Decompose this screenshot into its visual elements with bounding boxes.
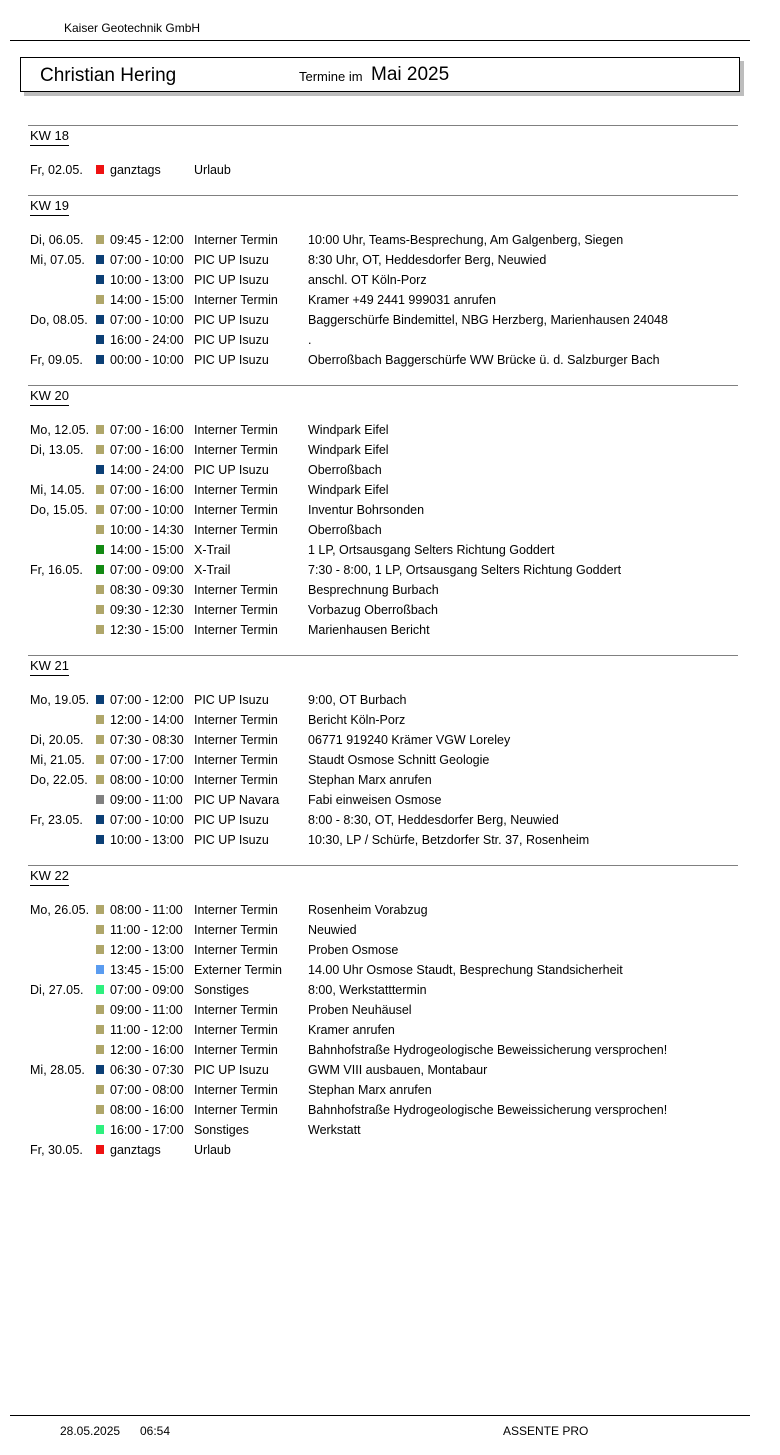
- appointment-description: anschl. OT Köln-Porz: [308, 273, 427, 287]
- appointment-day: Fr, 02.05.: [30, 163, 83, 177]
- category-color-marker: [96, 1125, 104, 1134]
- appointment-type: Interner Termin: [194, 733, 278, 747]
- appointment-time: 07:00 - 08:00: [110, 1083, 184, 1097]
- appointment-day: Mo, 26.05.: [30, 903, 90, 917]
- appointment-type: Urlaub: [194, 163, 231, 177]
- appointment-type: PIC UP Isuzu: [194, 353, 269, 367]
- category-color-marker: [96, 1045, 104, 1054]
- week-rows: [28, 420, 738, 655]
- appointment-description: Rosenheim Vorabzug: [308, 903, 428, 917]
- appointment-type: Interner Termin: [194, 1103, 278, 1117]
- appointment-day: Fr, 09.05.: [30, 353, 83, 367]
- appointment-day: Mi, 28.05.: [30, 1063, 85, 1077]
- appointment-time: 09:30 - 12:30: [110, 603, 184, 617]
- category-color-marker: [96, 445, 104, 454]
- appointment-type: Interner Termin: [194, 443, 278, 457]
- appointment-day: Di, 27.05.: [30, 983, 84, 997]
- category-color-marker: [96, 775, 104, 784]
- appointment-description: Bahnhofstraße Hydrogeologische Beweissicherung versprochen!: [308, 1043, 668, 1057]
- appointment-type: Interner Termin: [194, 1003, 278, 1017]
- appointment-day: Mo, 12.05.: [30, 423, 90, 437]
- appointment-type: Interner Termin: [194, 1023, 278, 1037]
- appointment-row: [28, 690, 738, 710]
- appointment-time: 07:00 - 17:00: [110, 753, 184, 767]
- appointment-day: Fr, 23.05.: [30, 813, 83, 827]
- category-color-marker: [96, 795, 104, 804]
- week-rows: [28, 900, 738, 1175]
- person-name: Christian Hering: [40, 65, 177, 86]
- appointment-row: [28, 250, 738, 270]
- appointment-row: [28, 710, 738, 730]
- appointment-row: [28, 330, 738, 350]
- appointment-row: [28, 750, 738, 770]
- appointment-type: PIC UP Isuzu: [194, 1063, 269, 1077]
- appointment-type: Interner Termin: [194, 903, 278, 917]
- appointment-description: .: [308, 333, 312, 347]
- appointment-description: Oberroßbach: [308, 523, 382, 537]
- appointment-description: 1 LP, Ortsausgang Selters Richtung Goddert: [308, 543, 555, 557]
- category-color-marker: [96, 505, 104, 514]
- appointment-type: Interner Termin: [194, 293, 278, 307]
- appointment-type: Urlaub: [194, 1143, 231, 1157]
- appointment-description: Proben Osmose: [308, 943, 399, 957]
- category-color-marker: [96, 315, 104, 324]
- appointment-time: 09:00 - 11:00: [110, 793, 183, 807]
- appointment-time: 11:00 - 12:00: [110, 923, 183, 937]
- appointment-type: Interner Termin: [194, 623, 278, 637]
- footer-divider: [10, 1415, 750, 1416]
- category-color-marker: [96, 715, 104, 724]
- appointment-description: Bericht Köln-Porz: [308, 713, 406, 727]
- appointment-time: 14:00 - 24:00: [110, 463, 184, 477]
- appointment-row: [28, 230, 738, 250]
- appointment-row: [28, 940, 738, 960]
- appointment-day: Do, 15.05.: [30, 503, 88, 517]
- category-color-marker: [96, 585, 104, 594]
- appointment-row: [28, 480, 738, 500]
- appointment-day: Do, 22.05.: [30, 773, 88, 787]
- header-divider: [10, 40, 750, 41]
- week-section: [28, 195, 738, 385]
- week-section: [28, 865, 738, 1175]
- appointment-time: 07:00 - 12:00: [110, 693, 184, 707]
- appointments-label: Termine im: [299, 69, 363, 84]
- appointment-description: 8:00 - 8:30, OT, Heddesdorfer Berg, Neuwied: [308, 813, 559, 827]
- appointment-description: Kramer +49 2441 999031 anrufen: [308, 293, 496, 307]
- appointment-type: Interner Termin: [194, 1043, 278, 1057]
- appointment-time: 11:00 - 12:00: [110, 1023, 183, 1037]
- week-title: KW 20: [30, 388, 69, 406]
- appointment-type: PIC UP Isuzu: [194, 813, 269, 827]
- week-rows: [28, 690, 738, 865]
- appointment-row: [28, 790, 738, 810]
- appointment-type: PIC UP Isuzu: [194, 253, 269, 267]
- appointment-row: [28, 600, 738, 620]
- appointment-description: 9:00, OT Burbach: [308, 693, 407, 707]
- appointment-row: [28, 160, 738, 180]
- appointment-description: Vorbazug Oberroßbach: [308, 603, 438, 617]
- appointment-day: Mi, 21.05.: [30, 753, 85, 767]
- appointment-time: 12:00 - 16:00: [110, 1043, 184, 1057]
- appointment-row: [28, 520, 738, 540]
- appointment-time: 09:45 - 12:00: [110, 233, 184, 247]
- schedule-content: [0, 125, 780, 1175]
- appointment-row: [28, 960, 738, 980]
- appointment-type: Sonstiges: [194, 1123, 249, 1137]
- appointment-time: 07:00 - 10:00: [110, 253, 184, 267]
- appointment-row: [28, 900, 738, 920]
- appointment-description: Windpark Eifel: [308, 443, 389, 457]
- appointment-description: 7:30 - 8:00, 1 LP, Ortsausgang Selters Richtung Goddert: [308, 563, 622, 577]
- appointment-row: [28, 1020, 738, 1040]
- week-section: [28, 385, 738, 655]
- category-color-marker: [96, 735, 104, 744]
- appointment-time: 07:00 - 09:00: [110, 983, 184, 997]
- appointment-row: [28, 1100, 738, 1120]
- appointment-day: Di, 20.05.: [30, 733, 84, 747]
- category-color-marker: [96, 625, 104, 634]
- company-name: Kaiser Geotechnik GmbH: [64, 21, 201, 35]
- appointment-time: 07:00 - 10:00: [110, 313, 184, 327]
- appointment-description: Stephan Marx anrufen: [308, 1083, 432, 1097]
- category-color-marker: [96, 1065, 104, 1074]
- appointment-day: Mi, 14.05.: [30, 483, 85, 497]
- category-color-marker: [96, 605, 104, 614]
- appointment-description: 8:00, Werkstatttermin: [308, 983, 427, 997]
- appointment-time: 16:00 - 17:00: [110, 1123, 184, 1137]
- appointment-description: Windpark Eifel: [308, 423, 389, 437]
- appointment-time: 00:00 - 10:00: [110, 353, 184, 367]
- appointment-type: Interner Termin: [194, 583, 278, 597]
- appointment-description: Werkstatt: [308, 1123, 361, 1137]
- category-color-marker: [96, 165, 104, 174]
- appointment-type: X-Trail: [194, 543, 231, 557]
- appointment-description: 10:30, LP / Schürfe, Betzdorfer Str. 37, Rosenheim: [308, 833, 590, 847]
- appointment-type: Interner Termin: [194, 483, 278, 497]
- category-color-marker: [96, 525, 104, 534]
- appointment-type: PIC UP Navara: [194, 793, 280, 807]
- appointment-type: PIC UP Isuzu: [194, 333, 269, 347]
- appointment-row: [28, 420, 738, 440]
- appointment-row: [28, 830, 738, 850]
- category-color-marker: [96, 695, 104, 704]
- category-color-marker: [96, 295, 104, 304]
- appointment-time: 12:00 - 14:00: [110, 713, 184, 727]
- category-color-marker: [96, 835, 104, 844]
- appointment-description: 14.00 Uhr Osmose Staudt, Besprechung Standsicherheit: [308, 963, 623, 977]
- appointment-description: Besprechnung Burbach: [308, 583, 439, 597]
- appointment-type: Interner Termin: [194, 773, 278, 787]
- appointment-time: 07:00 - 10:00: [110, 813, 184, 827]
- appointment-type: Interner Termin: [194, 603, 278, 617]
- appointment-type: Interner Termin: [194, 233, 278, 247]
- appointment-time: 07:00 - 16:00: [110, 443, 184, 457]
- appointment-description: GWM VIII ausbauen, Montabaur: [308, 1063, 488, 1077]
- appointment-type: Interner Termin: [194, 523, 278, 537]
- appointment-time: 07:00 - 16:00: [110, 423, 184, 437]
- appointment-time: 14:00 - 15:00: [110, 293, 184, 307]
- week-title: KW 18: [30, 128, 69, 146]
- appointment-day: Di, 13.05.: [30, 443, 84, 457]
- week-title: KW 22: [30, 868, 69, 886]
- appointment-row: [28, 980, 738, 1000]
- appointment-description: Oberroßbach: [308, 463, 382, 477]
- category-color-marker: [96, 235, 104, 244]
- appointment-description: Neuwied: [308, 923, 357, 937]
- appointment-day: Fr, 30.05.: [30, 1143, 83, 1157]
- appointment-row: [28, 440, 738, 460]
- appointment-description: Marienhausen Bericht: [308, 623, 430, 637]
- category-color-marker: [96, 965, 104, 974]
- week-rows: [28, 160, 738, 195]
- appointment-time: 16:00 - 24:00: [110, 333, 184, 347]
- appointment-description: Staudt Osmose Schnitt Geologie: [308, 753, 490, 767]
- appointment-description: Bahnhofstraße Hydrogeologische Beweissicherung versprochen!: [308, 1103, 668, 1117]
- appointment-time: 06:30 - 07:30: [110, 1063, 184, 1077]
- week-title: KW 19: [30, 198, 69, 216]
- app-name: ASSENTE PRO: [503, 1424, 589, 1438]
- category-color-marker: [96, 1145, 104, 1154]
- category-color-marker: [96, 905, 104, 914]
- appointment-type: Interner Termin: [194, 943, 278, 957]
- appointment-time: 08:00 - 10:00: [110, 773, 184, 787]
- month-title: Mai 2025: [371, 64, 450, 85]
- appointment-time: 12:30 - 15:00: [110, 623, 184, 637]
- appointment-time: 10:00 - 14:30: [110, 523, 184, 537]
- appointment-row: [28, 1060, 738, 1080]
- appointment-day: Di, 06.05.: [30, 233, 84, 247]
- appointment-description: Windpark Eifel: [308, 483, 389, 497]
- appointment-row: [28, 1000, 738, 1020]
- category-color-marker: [96, 985, 104, 994]
- title-box: [20, 57, 740, 92]
- appointment-row: [28, 1140, 738, 1160]
- appointment-time: ganztags: [110, 163, 161, 177]
- appointment-type: Interner Termin: [194, 753, 278, 767]
- category-color-marker: [96, 465, 104, 474]
- appointment-type: Interner Termin: [194, 503, 278, 517]
- print-date: 28.05.2025: [60, 1424, 121, 1438]
- appointment-row: [28, 290, 738, 310]
- week-section: [28, 655, 738, 865]
- appointment-type: Externer Termin: [194, 963, 282, 977]
- category-color-marker: [96, 1105, 104, 1114]
- category-color-marker: [96, 925, 104, 934]
- week-rows: [28, 230, 738, 385]
- appointment-type: Interner Termin: [194, 1083, 278, 1097]
- appointment-description: Proben Neuhäusel: [308, 1003, 412, 1017]
- print-time: 06:54: [140, 1424, 171, 1438]
- appointment-row: [28, 1080, 738, 1100]
- appointment-day: Fr, 16.05.: [30, 563, 83, 577]
- appointment-description: 10:00 Uhr, Teams-Besprechung, Am Galgenberg, Siegen: [308, 233, 624, 247]
- appointment-time: 08:00 - 16:00: [110, 1103, 184, 1117]
- category-color-marker: [96, 355, 104, 364]
- appointment-row: [28, 730, 738, 750]
- category-color-marker: [96, 815, 104, 824]
- category-color-marker: [96, 545, 104, 554]
- appointment-time: 07:30 - 08:30: [110, 733, 184, 747]
- week-title: KW 21: [30, 658, 69, 676]
- appointment-type: Interner Termin: [194, 713, 278, 727]
- appointment-time: ganztags: [110, 1143, 161, 1157]
- category-color-marker: [96, 485, 104, 494]
- appointment-time: 09:00 - 11:00: [110, 1003, 183, 1017]
- appointment-row: [28, 540, 738, 560]
- appointment-row: [28, 460, 738, 480]
- appointment-description: Fabi einweisen Osmose: [308, 793, 442, 807]
- category-color-marker: [96, 1025, 104, 1034]
- category-color-marker: [96, 255, 104, 264]
- appointment-time: 07:00 - 10:00: [110, 503, 184, 517]
- appointment-type: PIC UP Isuzu: [194, 833, 269, 847]
- appointment-row: [28, 500, 738, 520]
- category-color-marker: [96, 335, 104, 344]
- appointment-type: PIC UP Isuzu: [194, 313, 269, 327]
- appointment-type: Interner Termin: [194, 423, 278, 437]
- appointment-row: [28, 810, 738, 830]
- appointment-time: 07:00 - 09:00: [110, 563, 184, 577]
- appointment-row: [28, 560, 738, 580]
- appointment-time: 07:00 - 16:00: [110, 483, 184, 497]
- appointment-description: Baggerschürfe Bindemittel, NBG Herzberg, Marienhausen 24048: [308, 313, 668, 327]
- appointment-type: Sonstiges: [194, 983, 249, 997]
- appointment-description: 06771 919240 Krämer VGW Loreley: [308, 733, 511, 747]
- appointment-time: 10:00 - 13:00: [110, 273, 184, 287]
- appointment-day: Mi, 07.05.: [30, 253, 85, 267]
- appointment-row: [28, 770, 738, 790]
- appointment-day: Do, 08.05.: [30, 313, 88, 327]
- appointment-row: [28, 580, 738, 600]
- appointment-row: [28, 620, 738, 640]
- appointment-time: 12:00 - 13:00: [110, 943, 184, 957]
- category-color-marker: [96, 565, 104, 574]
- appointment-time: 13:45 - 15:00: [110, 963, 184, 977]
- appointment-row: [28, 920, 738, 940]
- category-color-marker: [96, 1005, 104, 1014]
- appointment-row: [28, 270, 738, 290]
- appointment-row: [28, 1040, 738, 1060]
- appointment-time: 08:00 - 11:00: [110, 903, 183, 917]
- category-color-marker: [96, 275, 104, 284]
- appointment-day: Mo, 19.05.: [30, 693, 90, 707]
- appointment-row: [28, 1120, 738, 1140]
- appointment-type: PIC UP Isuzu: [194, 273, 269, 287]
- appointment-description: Inventur Bohrsonden: [308, 503, 425, 517]
- appointment-type: PIC UP Isuzu: [194, 463, 269, 477]
- appointment-description: Kramer anrufen: [308, 1023, 395, 1037]
- appointment-type: PIC UP Isuzu: [194, 693, 269, 707]
- category-color-marker: [96, 755, 104, 764]
- appointment-type: Interner Termin: [194, 923, 278, 937]
- week-section: [28, 125, 738, 195]
- category-color-marker: [96, 425, 104, 434]
- category-color-marker: [96, 1085, 104, 1094]
- appointment-description: Oberroßbach Baggerschürfe WW Brücke ü. d. Salzburger Bach: [308, 353, 660, 367]
- appointment-row: [28, 310, 738, 330]
- appointment-row: [28, 350, 738, 370]
- appointment-description: Stephan Marx anrufen: [308, 773, 432, 787]
- appointment-time: 14:00 - 15:00: [110, 543, 184, 557]
- appointment-time: 10:00 - 13:00: [110, 833, 184, 847]
- appointment-time: 08:30 - 09:30: [110, 583, 184, 597]
- appointment-type: X-Trail: [194, 563, 231, 577]
- appointment-description: 8:30 Uhr, OT, Heddesdorfer Berg, Neuwied: [308, 253, 547, 267]
- category-color-marker: [96, 945, 104, 954]
